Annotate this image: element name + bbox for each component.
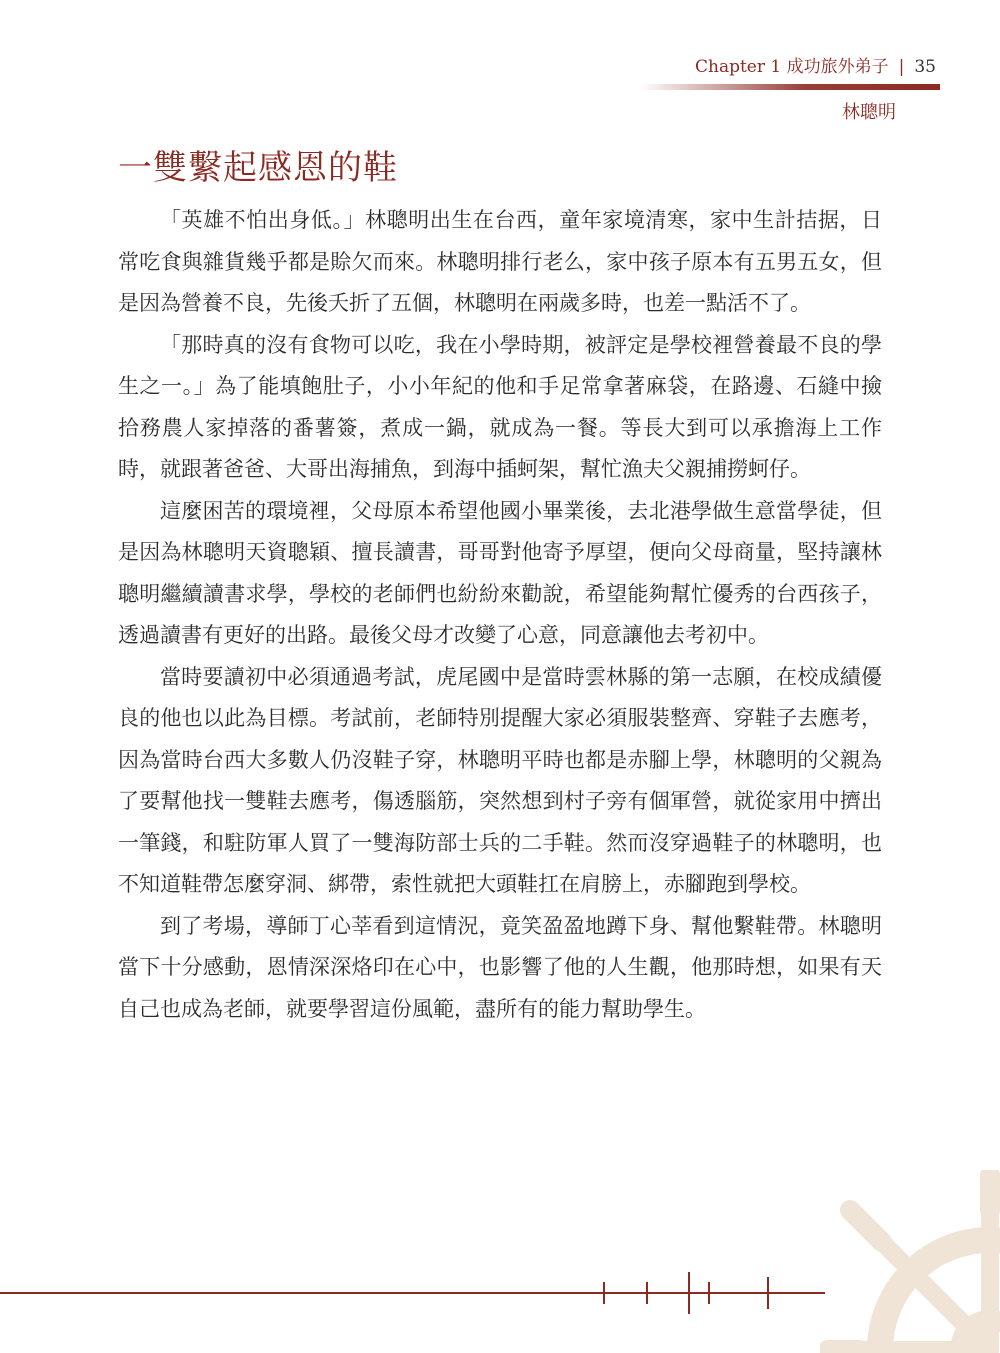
footer-tick — [708, 1282, 710, 1304]
footer-rule — [0, 1292, 825, 1294]
running-header — [695, 52, 936, 77]
ship-wheel-icon — [820, 1170, 1000, 1353]
footer-tick — [646, 1282, 648, 1304]
paragraph: 「英雄不怕出身低。」林聰明出生在台西，童年家境清寒，家中生計拮据，日常吃食與雜貨幾乎都是賒欠而來。林聰明排行老么，家中孩子原本有五男五女，但是因為營養不良，先後夭折了五個，林聰明在兩歲多時，也差一點活不了。 — [118, 208, 882, 315]
paragraph: 這麼困苦的環境裡，父母原本希望他國小畢業後，去北港學做生意當學徒，但是因為林聰明天資聰穎、擅長讀書，哥哥對他寄予厚望，便向父母商量，堅持讓林聰明繼續讀書求學，學校的老師們也紛紛來勸說，希望能夠幫忙優秀的台西孩子，透過讀書有更好的出路。最後父母才改變了心意，同意讓他去考初中。 — [118, 498, 882, 647]
header-separator: | — [898, 57, 905, 77]
paragraph: 「那時真的沒有食物可以吃，我在小學時期，被評定是學校裡營養最不良的學生之一。」為了能填飽肚子，小小年紀的他和手足常拿著麻袋，在路邊、石縫中撿拾務農人家掉落的番薯簽，煮成一鍋，就成為一餐。等長大到可以承擔海上工作時，就跟著爸爸、大哥出海捕魚，到海中插蚵架，幫忙漁夫父親捕撈蚵仔。 — [118, 332, 882, 481]
footer-tick — [767, 1277, 769, 1309]
paragraph: 當時要讀初中必須通過考試，虎尾國中是當時雲林縣的第一志願，在校成績優良的他也以此為目標。考試前，老師特別提醒大家必須服裝整齊、穿鞋子去應考，因為當時台西大多數人仍沒鞋子穿，林聰明平時也都是赤腳上學，林聰明的父親為了要幫他找一雙鞋去應考，傷透腦筋，突然想到村子旁有個軍營，就從家用中擠出一筆錢，和駐防軍人買了一雙海防部士兵的二手鞋。然而沒穿過鞋子的林聰明，也不知道鞋帶怎麼穿洞、綁帶，索性就把大頭鞋扛在肩膀上，赤腳跑到學校。 — [118, 664, 882, 896]
article-body — [118, 200, 882, 1030]
footer-tick — [603, 1282, 605, 1304]
footer-tick — [688, 1272, 690, 1314]
header-rule — [640, 84, 940, 90]
page-number: 35 — [914, 57, 936, 77]
section-person-name: 林聰明 — [842, 102, 896, 123]
chapter-label: Chapter 1 成功旅外弟子 — [695, 57, 889, 77]
article-title: 一雙繫起感恩的鞋 — [118, 148, 398, 188]
paragraph: 到了考場，導師丁心莘看到這情況，竟笑盈盈地蹲下身、幫他繫鞋帶。林聰明當下十分感動，恩情深深烙印在心中，也影響了他的人生觀，他那時想，如果有天自己也成為老師，就要學習這份風範，盡所有的能力幫助學生。 — [118, 913, 882, 1021]
